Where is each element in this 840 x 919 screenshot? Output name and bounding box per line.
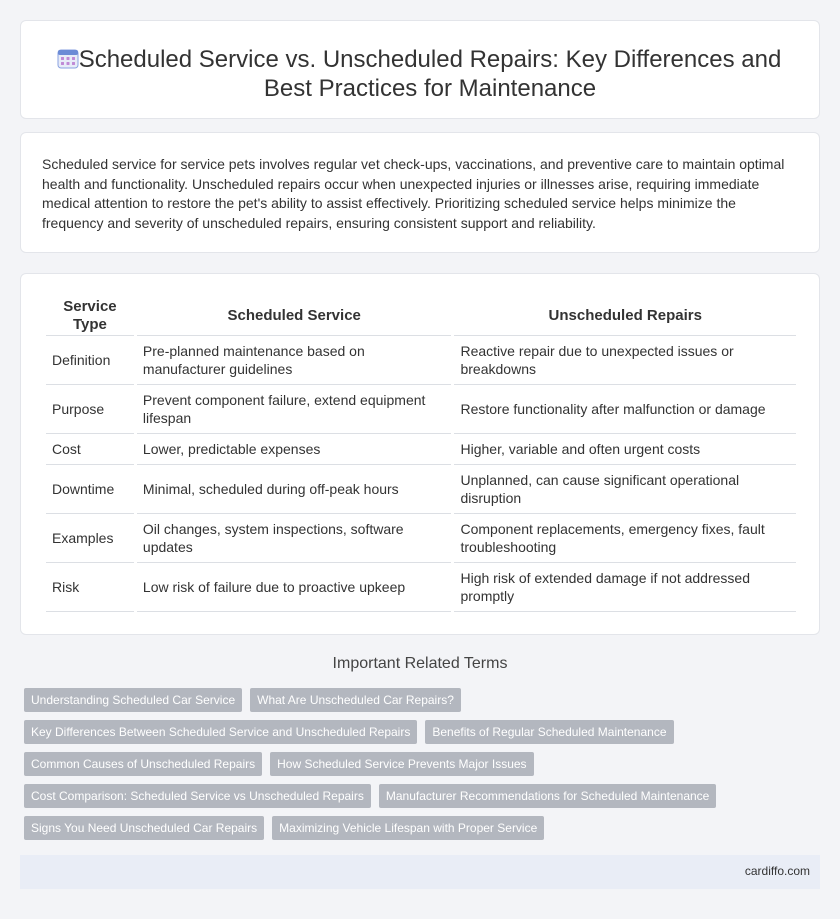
related-term-tag[interactable]: Key Differences Between Scheduled Service and Unscheduled Repairs [24, 720, 417, 744]
table-cell: Definition [46, 336, 134, 385]
related-term-tag[interactable]: Manufacturer Recommendations for Scheduled Maintenance [379, 784, 717, 808]
table-cell: Reactive repair due to unexpected issues or breakdowns [454, 336, 796, 385]
table-cell: Low risk of failure due to proactive upkeep [137, 563, 452, 612]
tag-row [24, 816, 824, 840]
table-header-cell: Unscheduled Repairs [454, 296, 796, 336]
table-row [46, 465, 796, 514]
related-term-tag[interactable]: What Are Unscheduled Car Repairs? [250, 688, 461, 712]
table-cell: Component replacements, emergency fixes, fault troubleshooting [454, 514, 796, 563]
comparison-table-card [20, 273, 820, 635]
table-cell: Purpose [46, 385, 134, 434]
footer-site-name: cardiffo.com [744, 864, 810, 878]
related-terms-list [24, 688, 824, 848]
related-term-tag[interactable]: How Scheduled Service Prevents Major Issues [270, 752, 533, 776]
table-row [46, 336, 796, 385]
table-cell: Restore functionality after malfunction or damage [454, 385, 796, 434]
table-cell: Prevent component failure, extend equipment lifespan [137, 385, 452, 434]
table-cell: Lower, predictable expenses [137, 434, 452, 465]
comparison-table [43, 296, 799, 612]
table-cell: Downtime [46, 465, 134, 514]
related-term-tag[interactable]: Benefits of Regular Scheduled Maintenance [425, 720, 673, 744]
table-cell: Oil changes, system inspections, software updates [137, 514, 452, 563]
table-header-cell: Service Type [46, 296, 134, 336]
table-row [46, 434, 796, 465]
table-row [46, 385, 796, 434]
table-cell: Higher, variable and often urgent costs [454, 434, 796, 465]
table-cell: Examples [46, 514, 134, 563]
table-cell: Risk [46, 563, 134, 612]
related-term-tag[interactable]: Cost Comparison: Scheduled Service vs Unscheduled Repairs [24, 784, 371, 808]
page-title: Scheduled Service vs. Unscheduled Repairs: Key Differences and Best Practices for Maintenance [78, 46, 782, 102]
table-cell: Pre-planned maintenance based on manufacturer guidelines [137, 336, 452, 385]
related-terms-heading: Important Related Terms [332, 655, 508, 672]
tag-row [24, 784, 824, 808]
table-header-row [46, 296, 796, 336]
related-term-tag[interactable]: Understanding Scheduled Car Service [24, 688, 242, 712]
table-row [46, 514, 796, 563]
tag-row [24, 720, 824, 744]
table-cell: Cost [46, 434, 134, 465]
tag-row [24, 688, 824, 712]
footer-bar [20, 855, 820, 889]
intro-paragraph: Scheduled service for service pets involves regular vet check-ups, vaccinations, and preventive care to maintain optimal health and functionality. Unscheduled repairs occur when unexpected injuries or illnesses arise, requiring immediate medical attention to restore the pet's ability to assist effectively. Prioritizing scheduled service helps minimize the frequency and severity of unscheduled repairs, ensuring consistent support and reliability. [42, 156, 785, 231]
table-cell: Minimal, scheduled during off-peak hours [137, 465, 452, 514]
table-row [46, 563, 796, 612]
related-term-tag[interactable]: Signs You Need Unscheduled Car Repairs [24, 816, 264, 840]
tag-row [24, 752, 824, 776]
related-term-tag[interactable]: Common Causes of Unscheduled Repairs [24, 752, 262, 776]
header-card [20, 20, 820, 119]
table-header-cell: Scheduled Service [137, 296, 452, 336]
intro-card [20, 132, 820, 253]
table-cell: High risk of extended damage if not addressed promptly [454, 563, 796, 612]
related-term-tag[interactable]: Maximizing Vehicle Lifespan with Proper Service [272, 816, 544, 840]
table-cell: Unplanned, can cause significant operational disruption [454, 465, 796, 514]
